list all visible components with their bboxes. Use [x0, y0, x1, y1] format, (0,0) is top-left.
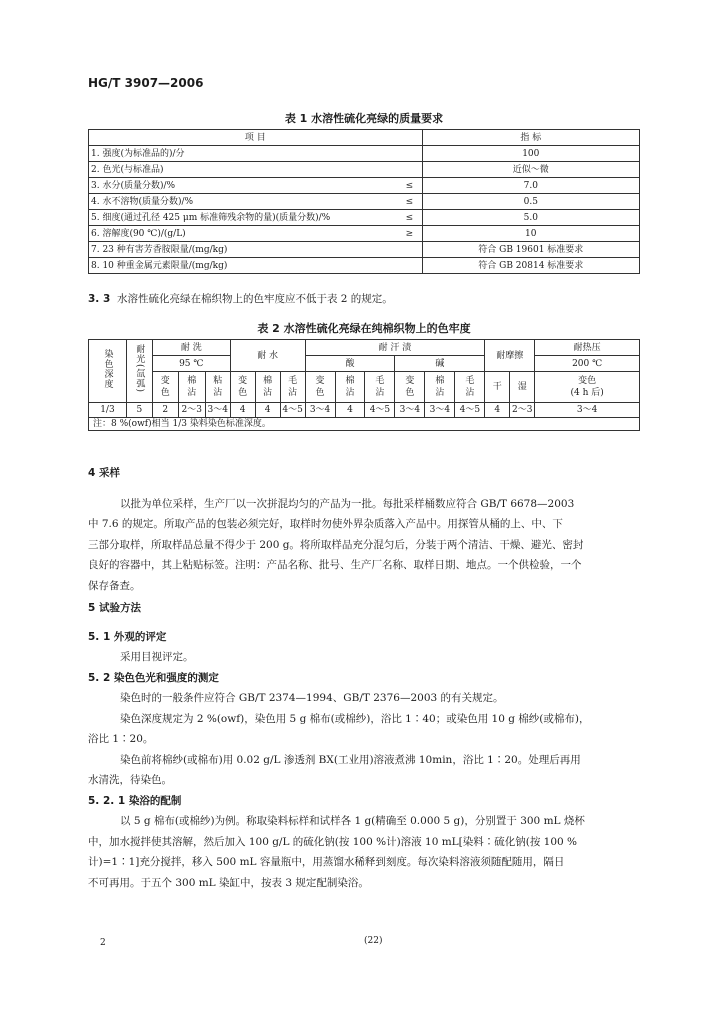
table2-rubbing-dry: 干: [485, 372, 510, 403]
page-reference: (22): [364, 936, 383, 946]
table2-subheader-cell: 变 色: [152, 372, 178, 403]
table1-value-cell: 7.0: [422, 178, 639, 194]
table2-data-cell: 3～4: [425, 403, 455, 418]
table1-item-cell: 6. 溶解度(90 ℃)/(g/L): [89, 226, 398, 242]
table1-symbol-cell: ≤: [397, 178, 422, 194]
table1-symbol-cell: ≤: [397, 210, 422, 226]
table1-value-cell: 100: [422, 146, 639, 162]
section-4: [88, 463, 648, 596]
table2-subheader-cell: 毛 沾: [365, 372, 395, 403]
section-5-2-line-2: 染色深度规定为 2 %(owf)，染色用 5 g 棉布(或棉纱)，浴比 1∶40；或染色用 10 g 棉纱(或棉布)，: [120, 712, 590, 725]
table1-item-cell: 7. 23 种有害芳香胺限量/(mg/kg): [89, 242, 398, 258]
section-4-line-3: 三部分取样，所取样品总量不得少于 200 g。将所取样品充分混匀后，分装于两个清洁、干燥、避光、密封: [88, 538, 584, 551]
table1-symbol-cell: [397, 146, 422, 162]
section-5-2-1-line-3: 计)=1∶1]充分搅拌，移入 500 mL 容量瓶中，用蒸馏水稀释到刻度。每次染料溶液须随配随用，隔日: [88, 856, 565, 868]
section-5-2-1-heading: 5. 2. 1 染浴的配制: [88, 794, 182, 807]
section-5-heading: 5 试验方法: [88, 602, 141, 614]
table1-symbol-cell: ≥: [397, 226, 422, 242]
section-4-heading: 4 采样: [88, 467, 120, 479]
table2-data-cell: 4: [485, 403, 510, 418]
section-5-1-heading: 5. 1 外观的评定: [88, 630, 167, 643]
table2-subheader-cell: 棉 沾: [425, 372, 455, 403]
table1-symbol-cell: ≤: [397, 194, 422, 210]
table1-row: [89, 146, 640, 162]
table2-data-cell: 2: [152, 403, 178, 418]
table2-data-cell: 2～3: [510, 403, 535, 418]
table1-value-cell: 0.5: [422, 194, 639, 210]
table1-row: [89, 242, 640, 258]
table2-heat-subheader: 变色 (4 h 后): [535, 372, 640, 403]
section-4-line-4: 良好的容器中，其上粘贴标签。注明：产品名称、批号、生产厂名称、取样日期、地点。一个供检验，一个: [88, 559, 582, 571]
table1-item-cell: 4. 水不溶物(质量分数)/%: [89, 194, 398, 210]
table2: [88, 339, 640, 431]
table2-subheader-cell: 毛 沾: [455, 372, 485, 403]
table2-data-cell: 3～4: [395, 403, 425, 418]
table2-data-cell: 4: [335, 403, 365, 418]
table2-subheader-cell: 变 色: [395, 372, 425, 403]
table2-light-header: 耐光(氙弧): [126, 340, 152, 403]
table1-value-cell: 5.0: [422, 210, 639, 226]
table2-data-cell: 4～5: [455, 403, 485, 418]
table2-subheader-cell: 变 色: [230, 372, 255, 403]
standard-code: HG/T 3907—2006: [88, 76, 204, 90]
table1-col-index: 指 标: [422, 130, 639, 146]
table2-heat-header: 耐热压: [535, 340, 640, 356]
table2-data-cell: 4: [255, 403, 280, 418]
table2-data-cell: 4: [230, 403, 255, 418]
table1-row: [89, 226, 640, 242]
table2-data-cell: 1/3: [89, 403, 127, 418]
page-number: 2: [100, 938, 106, 948]
table2-rubbing-wet: 湿: [510, 372, 535, 403]
table2-data-cell: 2～3: [178, 403, 205, 418]
table2-data-cell: 3～4: [305, 403, 335, 418]
table2-note: 注：8 %(owf)相当 1/3 染料染色标准深度。: [89, 418, 640, 431]
table1-item-cell: 8. 10 种重金属元素限量/(mg/kg): [89, 258, 398, 274]
table2-washing-temp: 95 ℃: [152, 356, 230, 372]
table1-value-cell: 符合 GB 20814 标准要求: [422, 258, 639, 274]
table2-data-row: [89, 403, 640, 418]
table2-subheader-cell: 变 色: [305, 372, 335, 403]
table2-data-cell: 5: [126, 403, 152, 418]
table1-symbol-cell: [397, 162, 422, 178]
section-4-line-2: 中 7.6 的规定。所取产品的包装必须完好，取样时勿使外界杂质落入产品中。用探管从桶的上、中、下: [88, 518, 563, 530]
section-4-line-5: 保存备查。: [88, 579, 141, 592]
table1: [88, 129, 640, 274]
table1-value-cell: 符合 GB 19601 标准要求: [422, 242, 639, 258]
table2-data-cell: 3～4: [205, 403, 230, 418]
table2-heat-temp: 200 ℃: [535, 356, 640, 372]
table1-item-cell: 5. 细度(通过孔径 425 μm 标准筛残余物的量)(质量分数)/%: [89, 210, 398, 226]
section-5-2-1-line-1: 以 5 g 棉布(或棉纱)为例。称取染料标样和试样各 1 g(精确至 0.000 5 g)，分别置于 300 mL 烧杯: [120, 815, 585, 827]
table1-item-cell: 3. 水分(质量分数)/%: [89, 178, 398, 194]
table2-subheader-cell: 毛 沾: [280, 372, 305, 403]
table1-item-cell: 1. 强度(为标准品的)/分: [89, 146, 398, 162]
table2-water-header: 耐 水: [230, 340, 305, 372]
section-5-2-1-line-2: 中，加水搅拌使其溶解，然后加入 100 g/L 的硫化钠(按 100 %计)溶液 10 mL[染料∶硫化钠(按 100 %: [88, 835, 578, 848]
table2-alkali-header: 碱: [395, 356, 485, 372]
table1-row: [89, 258, 640, 274]
section-3-3-number: 3. 3: [88, 293, 111, 305]
table2-acid-header: 酸: [305, 356, 395, 372]
table1-symbol-cell: [397, 242, 422, 258]
table2-washing-header: 耐 洗: [152, 340, 230, 356]
section-5: [88, 598, 648, 893]
table2-data-cell: 3～4: [535, 403, 640, 418]
section-3-3-text: 水溶性硫化亮绿在棉织物上的色牢度应不低于表 2 的规定。: [116, 293, 393, 305]
table1-caption: 表 1 水溶性硫化亮绿的质量要求: [284, 112, 444, 125]
section-5-2-1-line-4: 不可再用。于五个 300 mL 染缸中，按表 3 规定配制染浴。: [88, 876, 369, 889]
table1-row: [89, 194, 640, 210]
table1-header-row: [89, 130, 640, 146]
table1-value-cell: 10: [422, 226, 639, 242]
table1-col-item: 项 目: [89, 130, 423, 146]
section-5-2-line-1: 染色时的一般条件应符合 GB/T 2374—1994、GB/T 2376—2003 的有关规定。: [120, 692, 504, 704]
table2-subheader-cell: 棉 沾: [335, 372, 365, 403]
section-5-2-line-3: 浴比 1∶20。: [88, 733, 154, 745]
table2-caption: 表 2 水溶性硫化亮绿在纯棉织物上的色牢度: [257, 322, 471, 335]
table2-data-cell: 4～5: [280, 403, 305, 418]
table1-symbol-cell: [397, 258, 422, 274]
table1-row: [89, 162, 640, 178]
table2-rubbing-header: 耐摩擦: [485, 340, 535, 372]
section-3-3: [88, 289, 393, 310]
section-4-line-1: 以批为单位采样，生产厂以一次拼混均匀的产品为一批。每批采样桶数应符合 GB/T 6678—2003: [120, 497, 575, 510]
table2-subheader-cell: 粘 沾: [205, 372, 230, 403]
table2-dye-depth-header: 染色深度: [89, 340, 127, 403]
table2-data-cell: 4～5: [365, 403, 395, 418]
table2-sweat-header: 耐 汗 渍: [305, 340, 485, 356]
table1-value-cell: 近似～微: [422, 162, 639, 178]
table1-item-cell: 2. 色光(与标准品): [89, 162, 398, 178]
table1-row: [89, 210, 640, 226]
table1-row: [89, 178, 640, 194]
section-5-2-heading: 5. 2 染色色光和强度的测定: [88, 671, 219, 684]
section-5-2-line-5: 水清洗，待染色。: [88, 774, 172, 786]
table2-subheader-cell: 棉 沾: [178, 372, 205, 403]
section-5-1-text: 采用目视评定。: [120, 651, 194, 663]
section-5-2-line-4: 染色前将棉纱(或棉布)用 0.02 g/L 渗透剂 BX(工业用)溶液煮沸 10min，浴比 1∶20。处理后再用: [120, 753, 581, 766]
table2-subheader-cell: 棉 沾: [255, 372, 280, 403]
